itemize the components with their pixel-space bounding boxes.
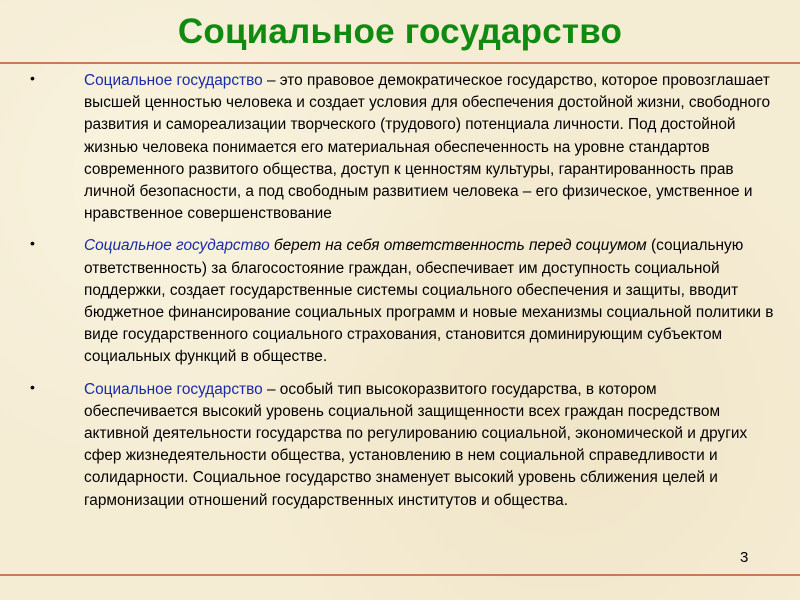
bullet-marker: • bbox=[30, 378, 35, 395]
list-item bbox=[0, 379, 800, 512]
bullet-marker: • bbox=[30, 70, 35, 86]
term-highlight: Социальное государство bbox=[84, 237, 270, 255]
paragraph bbox=[84, 235, 774, 368]
bullet-list bbox=[0, 70, 800, 512]
list-item bbox=[0, 235, 800, 368]
top-divider bbox=[0, 62, 800, 64]
list-item bbox=[0, 70, 800, 225]
paragraph-italic-text: берет на себя ответственность перед социумом bbox=[269, 237, 647, 255]
bottom-divider bbox=[0, 574, 800, 576]
page-number: 3 bbox=[740, 549, 749, 566]
paragraph-text: – это правовое демократическое государство, которое провозглашает высшей ценностью человека и создает условия для обеспечения достойной жизни, свободного развития и самореализации творческого (трудового) потенциала личности. Под достойной жизнью человека понимается его материальная обеспеченность на уровне стандартов современного развитого общества, доступ к ценностям культуры, гарантированность прав личной безопасности, а под свободным развитием человека – его физическое, умственное и нравственное совершенствование bbox=[84, 72, 771, 223]
paragraph-text: (социальную ответственность) за благосостояние граждан, обеспечивает им доступность социальной поддержки, создает государственные системы социального обеспечения и защиты, вводит бюджетное финансирование социальных программ и новые механизмы социальной политики в виде государственного социального страхования, становится доминирующим субъектом социальных функций в обществе. bbox=[84, 237, 774, 366]
paragraph bbox=[84, 70, 774, 225]
paragraph bbox=[84, 379, 774, 512]
bullet-marker: • bbox=[30, 235, 35, 252]
term-highlight: Социальное государство bbox=[84, 72, 263, 89]
term-highlight: Социальное государство bbox=[84, 380, 263, 398]
slide-title: Социальное государство bbox=[177, 12, 623, 51]
paragraph-text: – особый тип высокоразвитого государства, в котором обеспечивается высокий уровень социальной защищенности всех граждан посредством активной деятельности государства по регулированию социальной, экономической и других сфер жизнедеятельности общества, установлению в нем социальной справедливости и солидарности. Социальное государство знаменует высокий уровень сближения целей и гармонизации отношений государственных институтов и общества. bbox=[84, 380, 748, 509]
